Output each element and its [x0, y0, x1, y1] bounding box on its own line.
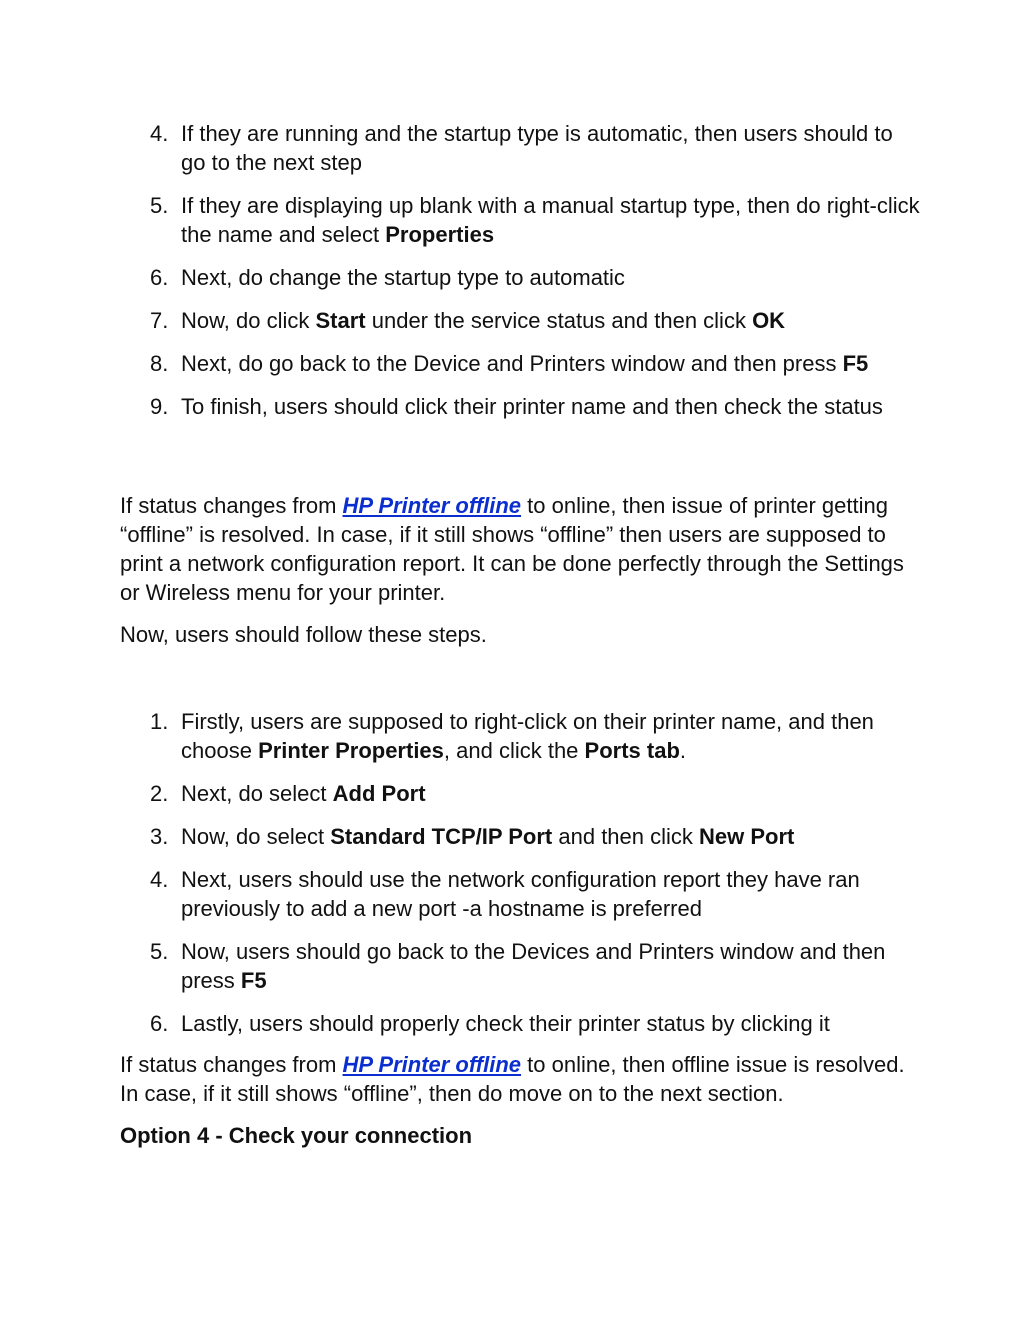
step-text: If they are displaying up blank with a manual startup type, then do right-click the name and select	[181, 193, 920, 247]
bold-term: OK	[752, 308, 786, 333]
bold-term: Standard TCP/IP Port	[330, 824, 553, 849]
section-heading: Option 4 - Check your connection	[120, 1123, 473, 1148]
text-run: If status changes from	[120, 1052, 343, 1077]
list-item	[120, 119, 920, 177]
hp-printer-offline-link[interactable]: HP Printer offline	[342, 493, 522, 518]
step-text: , and click the	[443, 738, 585, 763]
body-text-2	[120, 1050, 920, 1150]
text-run: to online, then issue of printer getting “offline” is resolved. In case, if it still shows “offline” then users are supposed to print a network configuration report. It can be done perfectly through the Settings or Wireless menu for your printer.	[120, 493, 904, 605]
bold-term: Add Port	[332, 781, 426, 806]
list-item	[120, 865, 920, 923]
step-text: under the service status and then click	[365, 308, 753, 333]
bold-term: Printer Properties	[258, 738, 444, 763]
step-text: Now, users should go back to the Devices and Printers window and then press	[181, 939, 886, 993]
steps-list-2	[120, 707, 920, 1052]
step-text: .	[679, 738, 687, 763]
paragraph-intro-steps: Now, users should follow these steps.	[120, 622, 487, 647]
list-item	[120, 306, 920, 335]
list-item	[120, 937, 920, 995]
text-run: If status changes from	[120, 493, 343, 518]
list-number: 3.	[150, 824, 169, 849]
bold-term: Start	[315, 308, 366, 333]
list-item	[120, 822, 920, 851]
step-text: Next, do change the startup type to automatic	[181, 265, 625, 290]
list-number: 4.	[150, 121, 169, 146]
list-item	[120, 349, 920, 378]
list-item	[120, 707, 920, 765]
list-number: 1.	[150, 709, 169, 734]
bold-term: New Port	[699, 824, 795, 849]
step-text: If they are running and the startup type is automatic, then users should to go to the next step	[181, 121, 893, 175]
text-run: to online, then offline issue is resolved. In case, if it still shows “offline”, then do move on to the next section.	[120, 1052, 905, 1106]
list-item	[120, 1009, 920, 1038]
list-number: 2.	[150, 781, 169, 806]
list-item	[120, 779, 920, 808]
hp-printer-offline-link[interactable]: HP Printer offline	[342, 1052, 522, 1077]
bold-term: Properties	[385, 222, 495, 247]
step-text: Next, users should use the network configuration report they have ran previously to add a new port -a hostname is preferred	[181, 867, 860, 921]
list-number: 6.	[150, 265, 169, 290]
body-text-1	[120, 491, 920, 662]
list-number: 5.	[150, 193, 169, 218]
bold-term: Ports tab	[584, 738, 680, 763]
step-text: Next, do select	[181, 781, 333, 806]
list-number: 9.	[150, 394, 169, 419]
bold-term: F5	[240, 968, 267, 993]
list-number: 6.	[150, 1011, 169, 1036]
step-text: and then click	[552, 824, 700, 849]
list-number: 4.	[150, 867, 169, 892]
steps-list-1	[120, 119, 920, 435]
paragraph-status-1	[120, 491, 920, 607]
list-item	[120, 392, 920, 421]
list-item	[120, 263, 920, 292]
step-text: Now, do click	[181, 308, 316, 333]
bold-term: F5	[842, 351, 869, 376]
list-number: 5.	[150, 939, 169, 964]
list-item	[120, 191, 920, 249]
step-text: Firstly, users are supposed to right-click on their printer name, and then choose	[181, 709, 874, 763]
step-text: To finish, users should click their printer name and then check the status	[181, 394, 883, 419]
step-text: Next, do go back to the Device and Printers window and then press	[181, 351, 843, 376]
list-number: 7.	[150, 308, 169, 333]
paragraph-status-2	[120, 1050, 920, 1108]
step-text: Lastly, users should properly check their printer status by clicking it	[181, 1011, 830, 1036]
list-number: 8.	[150, 351, 169, 376]
step-text: Now, do select	[181, 824, 331, 849]
